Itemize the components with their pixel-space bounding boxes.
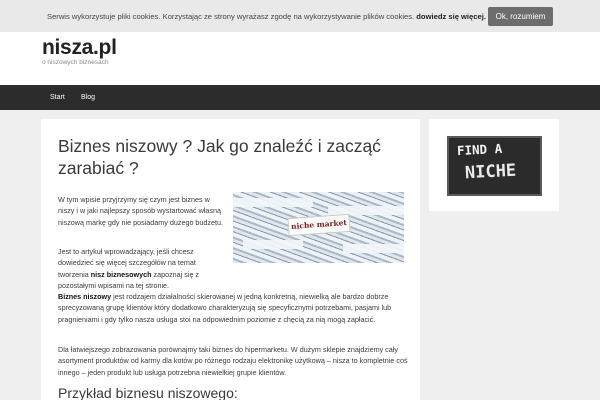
paragraph-bold: nisz biznesowych [90, 269, 152, 279]
board-line-2: NICHE [464, 160, 517, 184]
cookie-notice [47, 12, 486, 21]
paragraph-bold: Biznes niszowy [58, 292, 112, 301]
post-paragraph-comparison: Dla łatwiejszego zobrazowania porównajmy taki biznes do hipermarketu. W dużym sklepie znajdziemy cały asortyment produktów od karmy dla kotów po różnego rodzaju elektronikę użytkową – nisza to kompletnie coś innego – jeden produkt lub usługa potrzebna niewielkiej grupie klientów. [58, 345, 408, 377]
post-title[interactable]: Biznes niszowy ? Jak go znaleźć i zacząć zarabiać ? [58, 136, 381, 178]
cookie-notice-text: Serwis wykorzystuje pliki cookies. Korzystając ze strony wyrażasz zgodę na wykorzystywanie plików cookies. [47, 12, 415, 21]
post-subheading: Przykład biznesu niszowego: [58, 385, 238, 400]
post-paragraph-intro: W tym wpisie przyjrzymy się czym jest biznes w niszy i w jaki najlepszy sposób wystartować własną niszową markę gdy nie posiadamy dużego budżetu. [58, 195, 224, 227]
cookie-bar [0, 0, 600, 32]
nav-item-blog[interactable]: Blog [81, 94, 96, 101]
main-navigation [0, 85, 600, 110]
cookie-more-link[interactable]: dowiedz się więcej. [416, 12, 486, 21]
paragraph-text: zapoznaj się z pozostałymi wpisami na tej stronie. [58, 269, 200, 291]
find-a-niche-image[interactable] [447, 136, 542, 196]
image-stripe [343, 244, 404, 253]
site-description: o niszowych biznesach [42, 59, 109, 66]
site-title[interactable]: nisza.pl [42, 36, 117, 59]
niche-market-tag: niche market [287, 214, 350, 236]
image-stripe [233, 198, 313, 207]
nav-item-start[interactable]: Start [50, 94, 65, 101]
post-paragraph-intro-links [58, 246, 228, 292]
cookie-accept-button[interactable]: Ok, rozumiem [488, 7, 553, 26]
paragraph-text: jest rodzajem działalności skierowanej w jedną konkretną, niewielką ale bardzo dobrze sprecyzowaną grupę klientów który dodatkowo charakteryzują się specyficznymi potrzebami, pasjami lub pragnieniami i gdy tylko nasza usługa stoi na odpowiednim poziomie z chęcią za nią mogą zapłacić. [58, 292, 392, 324]
post-paragraph-definition [58, 291, 408, 325]
niche-market-image [233, 192, 404, 263]
image-stripe [243, 240, 303, 249]
board-line-1: FIND A [456, 140, 503, 159]
paragraph-text: Jest to artykuł wprowadzający, jeśli chcesz dowiedzieć się więcej szczegółów na temat tworzenia [58, 247, 196, 279]
